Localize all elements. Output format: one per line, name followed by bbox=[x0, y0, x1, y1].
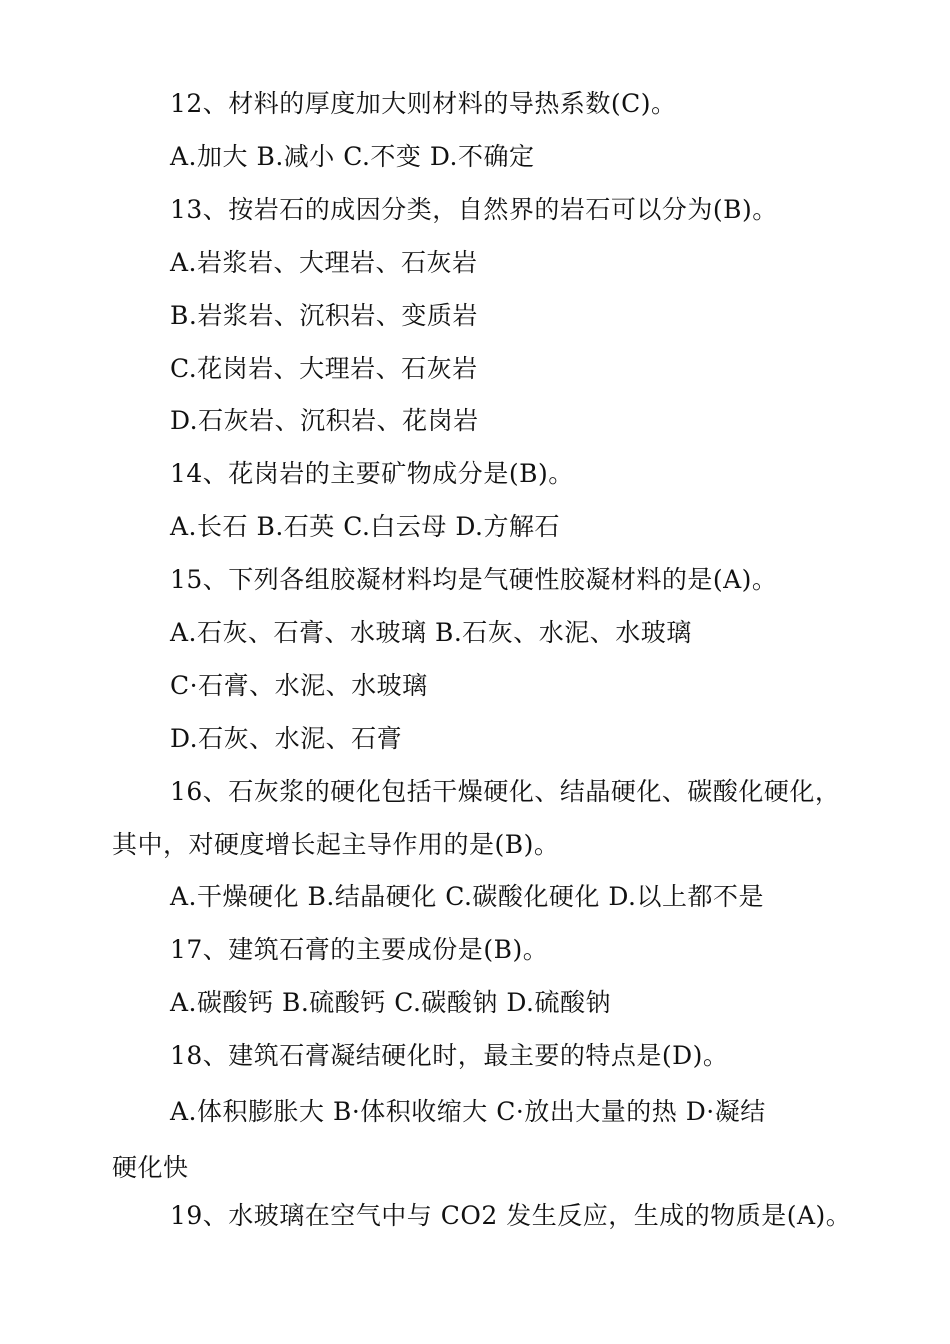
option-15-d: D.石灰、水泥、石膏 bbox=[170, 724, 403, 753]
question-16: 16、石灰浆的硬化包括干燥硬化、结晶硬化、碳酸化硬化， bbox=[170, 777, 841, 806]
options-14: A.长石 B.石英 C.白云母 D.方解石 bbox=[170, 512, 560, 541]
option-13-c: C.花岗岩、大理岩、石灰岩 bbox=[170, 354, 478, 383]
question-16-continued: 其中，对硬度增长起主导作用的是(B)。 bbox=[112, 830, 560, 859]
question-13: 13、按岩石的成因分类，自然界的岩石可以分为(B)。 bbox=[170, 195, 778, 224]
options-18: A.体积膨胀大 B·体积收缩大 C·放出大量的热 D·凝结 bbox=[170, 1097, 766, 1126]
options-12: A.加大 B.减小 C.不变 D.不确定 bbox=[170, 142, 535, 171]
question-19: 19、水玻璃在空气中与 CO2 发生反应，生成的物质是(A)。 bbox=[170, 1201, 852, 1230]
options-17: A.碳酸钙 B.硫酸钙 C.碳酸钠 D.硫酸钠 bbox=[170, 988, 611, 1017]
question-12: 12、材料的厚度加大则材料的导热系数(C)。 bbox=[170, 89, 677, 118]
question-14: 14、花岗岩的主要矿物成分是(B)。 bbox=[170, 459, 574, 488]
option-13-d: D.石灰岩、沉积岩、花岗岩 bbox=[170, 406, 479, 435]
option-15-c: C·石膏、水泥、水玻璃 bbox=[170, 671, 428, 700]
option-13-a: A.岩浆岩、大理岩、石灰岩 bbox=[170, 248, 478, 277]
option-13-b: B.岩浆岩、沉积岩、变质岩 bbox=[170, 301, 478, 330]
options-18-continued: 硬化快 bbox=[112, 1153, 189, 1182]
question-15: 15、下列各组胶凝材料均是气硬性胶凝材料的是(A)。 bbox=[170, 565, 778, 594]
options-15-ab: A.石灰、石膏、水玻璃 B.石灰、水泥、水玻璃 bbox=[170, 618, 692, 647]
options-16: A.干燥硬化 B.结晶硬化 C.碳酸化硬化 D.以上都不是 bbox=[170, 882, 764, 911]
question-18: 18、建筑石膏凝结硬化时，最主要的特点是(D)。 bbox=[170, 1041, 729, 1070]
question-17: 17、建筑石膏的主要成份是(B)。 bbox=[170, 935, 549, 964]
